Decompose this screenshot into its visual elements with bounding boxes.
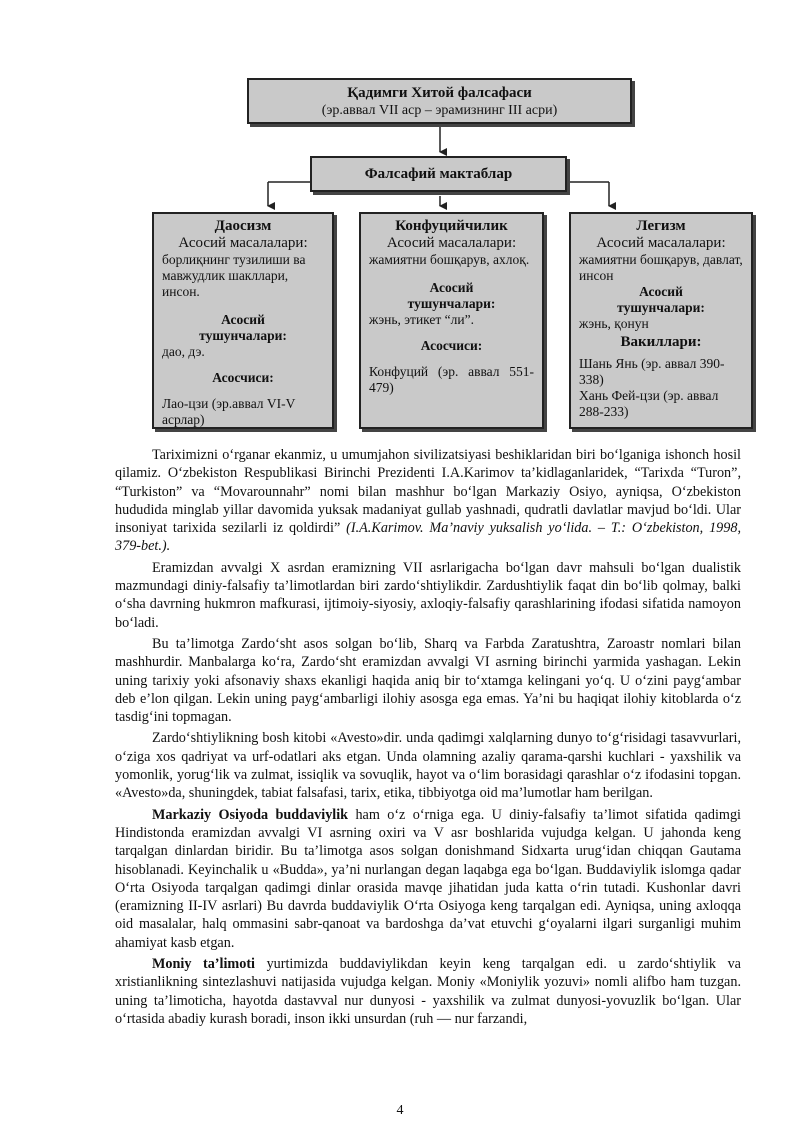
concepts-label: Асосий тушунчалари: xyxy=(617,284,705,315)
paragraph-2: Eramizdan avvalgi X asrdan eramizning VII asrlarigacha boʻlgan davr mahsuli boʻlgan dualistik mazmundagi diniy-falsafiy ta’limotlardan biri zardoʻshtiylikdir. Zardushtiylik faqat din boʻlib qolmay, balki oʻsha davrning hukmron mafkurasi, ijtimoiy-siyosiy, axloqiy-falsafiy qarashlarining ifodasi sifatida namoyon boʻladi. xyxy=(115,559,741,631)
school-daoism xyxy=(152,212,334,429)
school-confucianism xyxy=(359,212,544,429)
top-subtitle: (эр.аввал VII аср – эрамизнинг III асри) xyxy=(321,103,558,118)
founders-label: Асосчиси: xyxy=(420,338,483,353)
founders-label: Вакиллари: xyxy=(620,334,702,350)
paragraph-6 xyxy=(115,955,741,1028)
founders-text: Конфуций (эр. аввал 551-479) xyxy=(369,364,534,395)
concepts-text: жэнь, этикет “ли”. xyxy=(369,312,474,327)
paragraph-1-text: Tariximizni oʻrganar ekanmiz, u umumjahon sivilizatsiyasi beshiklaridan biri boʻlganiga ishonch hosil qilamiz. Oʻzbekiston Respublikasi Birinchi Prezidenti I.A.Karimov ta’kidlaganlaridek, “Tarixda “Turon”, “Turkiston” va “Movarounnahr” nomi bilan mashhur boʻlgan Markaziy Osiyo, ayniqsa, Oʻzbekiston hududida minglab yillar davomida yuksak madaniyat gullab yashnadi, qudratli davlatlar mavjud boʻldi. Ular insoniyat tarixida sezilarli iz qoldirdi” xyxy=(115,447,741,537)
philosophy-diagram xyxy=(0,0,800,440)
top-title: Қадимги Хитой фалсафаси xyxy=(347,85,532,101)
concepts-label: Асосий тушунчалари: xyxy=(199,312,287,343)
page-number: 4 xyxy=(396,1103,404,1118)
founders-text-2: Хань Фей-цзи (эр. аввал 288-233) xyxy=(579,388,719,419)
middle-box xyxy=(310,156,567,192)
school-name: Легизм xyxy=(636,218,686,234)
paragraph-5-heading: Markaziy Osiyoda buddaviylik xyxy=(152,806,349,823)
top-box xyxy=(247,78,632,124)
paragraph-1 xyxy=(115,446,741,556)
paragraph-5 xyxy=(115,806,741,952)
paragraph-1-citation: (I.A.Karimov. Ma’naviy yuksalish yoʻlida. – T.: Oʻzbekiston, 1998, 379-bet.). xyxy=(115,520,742,555)
founders-text-1: Шань Янь (эр. аввал 390-338) xyxy=(579,356,725,387)
issues-text: борлиқнинг тузилиши ва мавжудлик шакллари, инсон. xyxy=(162,252,306,299)
school-legalism xyxy=(569,212,753,429)
founders-label: Асосчиси: xyxy=(212,370,274,385)
concepts-label: Асосий тушунчалари: xyxy=(407,280,496,311)
founders-text: Лао-цзи (эр.аввал VI-V асрлар) xyxy=(162,396,296,427)
school-name: Даосизм xyxy=(214,218,272,234)
paragraph-4: Zardoʻshtiylikning bosh kitobi «Avesto»dir. unda qadimgi xalqlarning dunyo toʻgʻrisidagi tasavvurlari, oʻziga xos qadriyat va urf-odatlari aks etgan. Unda olamning azaliy qarama-qarshi kuchlari - yaxshilik va yomonlik, yorugʻlik va zulmat, issiqlik va sovuqlik, hayot va oʻlim borasidagi qarashlar oʻz ifodasini topgan. «Avesto»da, shuningdek, tabiat falsafasi, tarix, etika, tibbiyotga oid ma’lumotlar ham berilgan. xyxy=(115,730,741,802)
concepts-text: жэнь, қонун xyxy=(579,316,649,331)
paragraph-5-text: ham oʻz oʻrniga ega. U diniy-falsafiy ta’limot sifatida qadimgi Hindistonda eramizdan avvalgi VI asrning oxiri va V asr boshlarida vujudga kelgan. U jahonda keng tarqalgan dinlardan biridir. Bu ta’limotga asos solgan donishmand Sidxarta urugʻidan chiqqan Gautama hisoblanadi. Keyinchalik u «Budda», ya’ni nurlangan degan laqabga ega boʻlgan. Buddaviylik islomga qadar Oʻrta Osiyoda tarqalgan qadimgi dinlar orasida mavqe jihatidan juda katta oʻrin tutadi. Kushonlar davri (eramizning II-IV asrlari) Bu davrda buddaviylik Oʻrta Osiyoga keng tarqalgan edi. Ayniqsa, uning axloqqa oid masalalar, halq ommasini sabr-qanoat va bardoshga da’vat etuvchi gʻoyalarni ilgari surganligi muhim ahamiyat kasb etgan. xyxy=(115,806,741,951)
issues-text: жамиятни бошқарув, давлат, инсон xyxy=(579,252,743,283)
concepts-text: дао, дэ. xyxy=(162,344,205,359)
school-name: Конфуцийчилик xyxy=(395,218,508,234)
issues-text: жамиятни бошқарув, ахлоқ. xyxy=(369,252,530,267)
issues-label: Асосий масалалари: xyxy=(386,235,517,251)
paragraph-6-heading: Moniy ta’limoti xyxy=(152,956,255,973)
issues-label: Асосий масалалари: xyxy=(178,235,308,251)
paragraph-3: Bu ta’limotga Zardoʻsht asos solgan boʻlib, Sharq va Farbda Zaratushtra, Zaroastr nomlari bilan mashhurdir. Manbalarga koʻra, Zardoʻsht eramizdan avvalgi VI asrning birinchi yarmida yashagan. Lekin uning tarixiy yoki afsonaviy shaxs ekanligi haqida aniq bir toʻxtamga kelingani yoʻq. U oʻzini paygʻambar deb e’lon qilgan. Lekin uning paygʻambarligi ilohiy asosga ega emas. Ya’ni bu haqiqat ilohiy kitoblarda oʻz tasdigʻini topmagan. xyxy=(115,635,741,726)
issues-label: Асосий масалалари: xyxy=(596,235,726,251)
paragraph-6-text: yurtimizda buddaviylikdan keyin keng tarqalgan edi. u zardoʻshtiylik va xristianlikning sintezlashuvi natijasida vujudga kelgan. Moniy «Moniylik yozuvi» nomli alifbo ham tuzgan. uning ta’limoticha, hayotda dastavval nur dunyosi - yaxshilik va zulmat dunyosi-yovuzlik boʻlgan. Ular oʻrtasida abadiy kurash boradi, inson ikki unsurdan (ruh — nur farzandi, xyxy=(115,956,741,1027)
middle-title: Фалсафий мактаблар xyxy=(364,166,513,182)
body-text xyxy=(115,446,741,1031)
